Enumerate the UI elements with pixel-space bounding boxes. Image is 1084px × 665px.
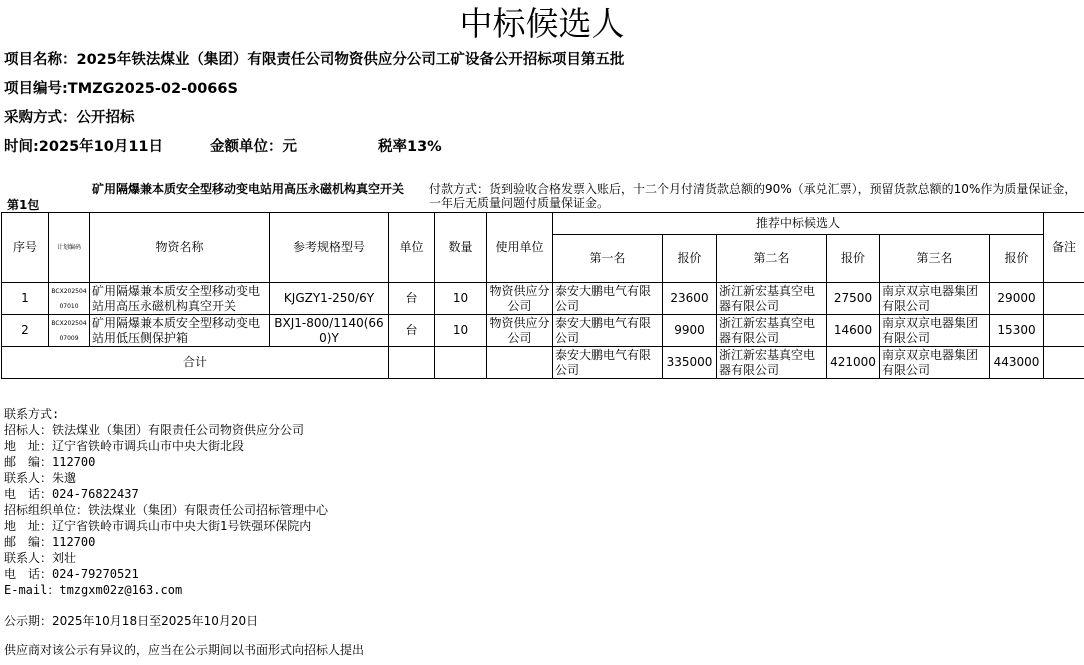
cell-remark [1044,315,1084,347]
cell-third: 南京双京电器集团有限公司 [880,315,990,347]
header-price3: 报价 [990,235,1044,283]
total-row [2,347,1084,379]
cell-third: 南京双京电器集团有限公司 [880,283,990,315]
cell-material: 矿用隔爆兼本质安全型移动变电站用高压永磁机构真空开关 [90,283,270,315]
agency: 招标组织单位：铁法煤业（集团）有限责任公司招标管理中心 [4,503,329,517]
header-unit: 单位 [389,213,435,283]
procurement-method: 采购方式：公开招标 [4,110,135,126]
cell-second: 浙江新宏基真空电器有限公司 [717,283,827,315]
header-plan: 计划编码 [49,213,90,283]
total-empty [389,347,435,379]
header-row [2,213,1084,235]
cell-qty: 10 [435,283,487,315]
cell-first: 泰安大鹏电气有限公司 [553,283,663,315]
total-price2: 421000 [827,347,880,379]
cell-spec: BXJ1-800/1140(660)Y [270,315,389,347]
cell-unit: 台 [389,315,435,347]
total-third: 南京双京电器集团有限公司 [880,347,990,379]
cell-remark [1044,283,1084,315]
total-price3: 443000 [990,347,1044,379]
package-name: 矿用隔爆兼本质安全型移动变电站用高压永磁机构真空开关 [92,182,405,196]
cell-plan: BCX20250407009 [49,315,90,347]
bid-time: 时间:2025年10月11日 [4,139,164,155]
header-remark: 备注 [1044,213,1084,283]
agency-phone: 电 话：024-79270521 [4,567,139,581]
agency-zip: 邮 编：112700 [4,535,96,549]
header-dept: 使用单位 [487,213,553,283]
cell-no: 2 [2,315,49,347]
cell-no: 1 [2,283,49,315]
page-title: 中标候选人 [459,4,625,43]
table-row [2,283,1084,315]
total-label: 合计 [2,347,389,379]
total-remark [1044,347,1084,379]
header-price1: 报价 [663,235,717,283]
cell-first: 泰安大鹏电气有限公司 [553,315,663,347]
cell-price2: 14600 [827,315,880,347]
tenderer-contact: 联系人：朱邈 [4,471,77,485]
cell-unit: 台 [389,283,435,315]
cell-plan: BCX20250407010 [49,283,90,315]
objection-note: 供应商对该公示有异议的，应当在公示期间以书面形式向招标人提出 [4,643,365,657]
currency-unit: 金额单位：元 [210,139,297,155]
agency-address: 地 址：辽宁省铁岭市调兵山市中央大街1号铁强环保院内 [4,519,312,533]
total-second: 浙江新宏基真空电器有限公司 [717,347,827,379]
contact-info [4,406,328,598]
header-qty: 数量 [435,213,487,283]
cell-price3: 29000 [990,283,1044,315]
header-spec: 参考规格型号 [270,213,389,283]
header-no: 序号 [2,213,49,283]
header-first: 第一名 [553,235,663,283]
cell-price1: 23600 [663,283,717,315]
header-price2: 报价 [827,235,880,283]
project-name: 项目名称：2025年铁法煤业（集团）有限责任公司物资供应分公司工矿设备公开招标项目第五批 [4,52,625,68]
payment-terms: 付款方式：货到验收合格发票入账后，十二个月付清货款总额的90%（承兑汇票），预留货款总额的10%作为质量保证金，一年后无质量问题付质量保证金。 [429,182,1077,210]
cell-price1: 9900 [663,315,717,347]
cell-dept: 物资供应分公司 [487,315,553,347]
header-second: 第二名 [717,235,827,283]
tenderer-address: 地 址：辽宁省铁岭市调兵山市中央大街北段 [4,439,245,453]
publicity-period: 公示期：2025年10月18日至2025年10月20日 [4,614,259,628]
total-empty [435,347,487,379]
cell-price2: 27500 [827,283,880,315]
tax-rate: 税率13% [378,139,442,155]
header-recommend: 推荐中标候选人 [553,213,1044,235]
total-first: 泰安大鹏电气有限公司 [553,347,663,379]
table-row [2,315,1084,347]
cell-dept: 物资供应分公司 [487,283,553,315]
cell-second: 浙江新宏基真空电器有限公司 [717,315,827,347]
cell-qty: 10 [435,315,487,347]
total-empty [487,347,553,379]
cell-spec: KJGZY1-250/6Y [270,283,389,315]
header-third: 第三名 [880,235,990,283]
header-material: 物资名称 [90,213,270,283]
contact-heading: 联系方式: [4,407,60,421]
tenderer-zip: 邮 编：112700 [4,455,96,469]
tenderer: 招标人：铁法煤业（集团）有限责任公司物资供应分公司 [4,423,305,437]
tenderer-phone: 电 话：024-76822437 [4,487,139,501]
total-price1: 335000 [663,347,717,379]
agency-contact: 联系人：刘壮 [4,551,77,565]
package-label: 第1包 [7,198,40,212]
project-number: 项目编号:TMZG2025-02-0066S [4,81,238,97]
agency-email: E-mail：tmzgxm02z@163.com [4,583,183,597]
cell-material: 矿用隔爆兼本质安全型移动变电站用低压侧保护箱 [90,315,270,347]
candidate-table [1,212,1084,379]
cell-price3: 15300 [990,315,1044,347]
